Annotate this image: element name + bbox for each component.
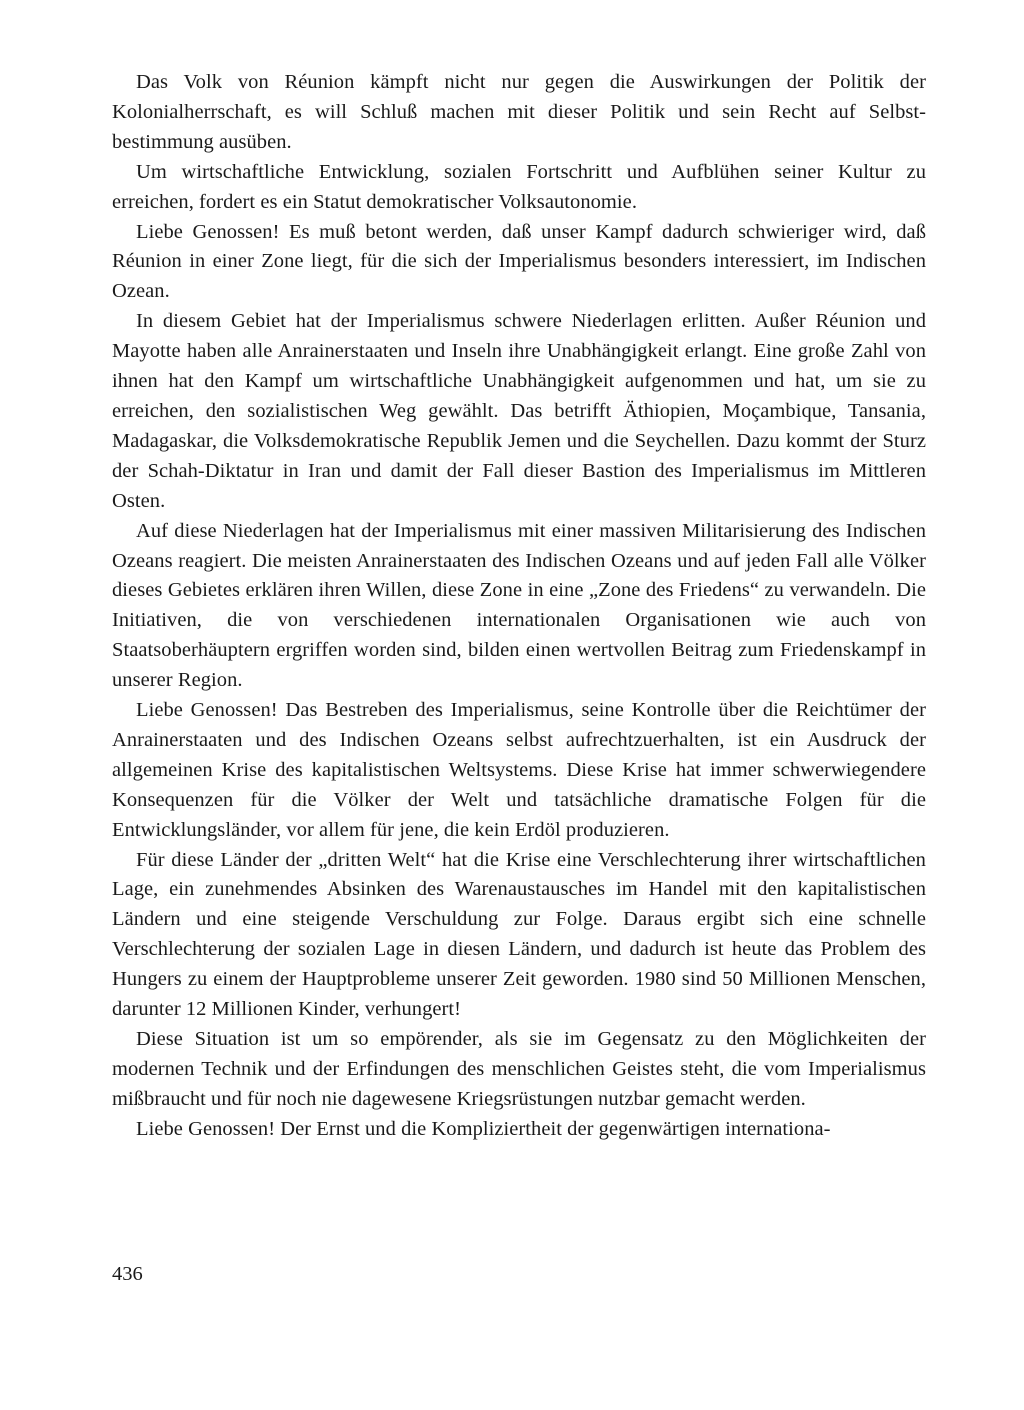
page-number: 436 (112, 1263, 143, 1285)
body-text (112, 68, 926, 1145)
paragraph-6: Liebe Genossen! Das Bestreben des Imperialismus, seine Kontrolle über die Reichtümer der Anrainerstaaten und des Indischen Ozeans selbst aufrechtzuerhalten, ist ein Ausdruck der allgemeinen Krise des kapitalistischen Weltsystems. Diese Krise hat immer schwerwiegendere Konsequenzen für die Völker der Welt und tatsächliche dramatische Folgen für die Entwicklungsländer, vor allem für jene, die kein Erdöl produzieren. (112, 699, 926, 841)
paragraph-2: Um wirtschaftliche Entwicklung, sozialen Fortschritt und Aufblühen seiner Kultur zu erreichen, fordert es ein Statut demokratischer Volksautonomie. (112, 160, 926, 213)
paragraph-8: Diese Situation ist um so empörender, als sie im Gegensatz zu den Möglichkeiten der modernen Technik und der Erfindungen des menschlichen Geistes steht, die vom Imperialismus mißbraucht und für noch nie dagewesene Kriegsrüstungen nutzbar gemacht werden. (112, 1028, 926, 1110)
paragraph-5: Auf diese Niederlagen hat der Imperialismus mit einer massiven Militarisierung des Indischen Ozeans reagiert. Die meisten Anrainerstaaten des Indischen Ozeans und auf jeden Fall alle Völker dieses Gebietes erklären ihren Willen, diese Zone in eine „Zone des Friedens“ zu verwandeln. Die Initiativen, die von verschiedenen internationalen Organisationen wie auch von Staatsoberhäuptern ergriffen worden sind, bilden einen wertvollen Beitrag zum Friedenskampf in unserer Region. (112, 519, 926, 692)
paragraph-7: Für diese Länder der „dritten Welt“ hat die Krise eine Verschlechterung ihrer wirtschaftlichen Lage, ein zunehmendes Absinken des Warenaustausches im Handel mit den kapitalistischen Ländern und eine steigende Verschuldung zur Folge. Daraus ergibt sich eine schnelle Verschlechterung der sozialen Lage in diesen Ländern, und dadurch ist heute das Problem des Hungers zu einem der Hauptprobleme unserer Zeit geworden. 1980 sind 50 Millionen Menschen, darunter 12 Millionen Kinder, verhungert! (112, 848, 926, 1021)
paragraph-3: Liebe Genossen! Es muß betont werden, daß unser Kampf dadurch schwieriger wird, daß Réunion in einer Zone liegt, für die sich der Imperialismus besonders interessiert, im Indischen Ozean. (112, 220, 926, 303)
paragraph-9: Liebe Genossen! Der Ernst und die Kompliziertheit der gegenwärtigen internationa- (136, 1117, 831, 1140)
paragraph-4: In diesem Gebiet hat der Imperialismus schwere Niederlagen erlitten. Außer Réunion und Mayotte haben alle Anrainerstaaten und Inseln ihre Unabhängigkeit erlangt. Eine große Zahl von ihnen hat den Kampf um wirtschaftliche Unabhängigkeit aufgenommen und hat, um sie zu erreichen, den sozialistischen Weg gewählt. Das betrifft Äthiopien, Moçambique, Tansania, Madagaskar, die Volksdemokratische Republik Jemen und die Seychellen. Dazu kommt der Sturz der Schah-Diktatur in Iran und damit der Fall dieser Bastion des Imperialismus im Mittleren Osten. (112, 310, 926, 512)
paragraph-1: Das Volk von Réunion kämpft nicht nur gegen die Auswirkungen der Politik der Kolonialherrschaft, es will Schluß machen mit dieser Politik und sein Recht auf Selbstbestimmung ausüben. (112, 71, 926, 153)
